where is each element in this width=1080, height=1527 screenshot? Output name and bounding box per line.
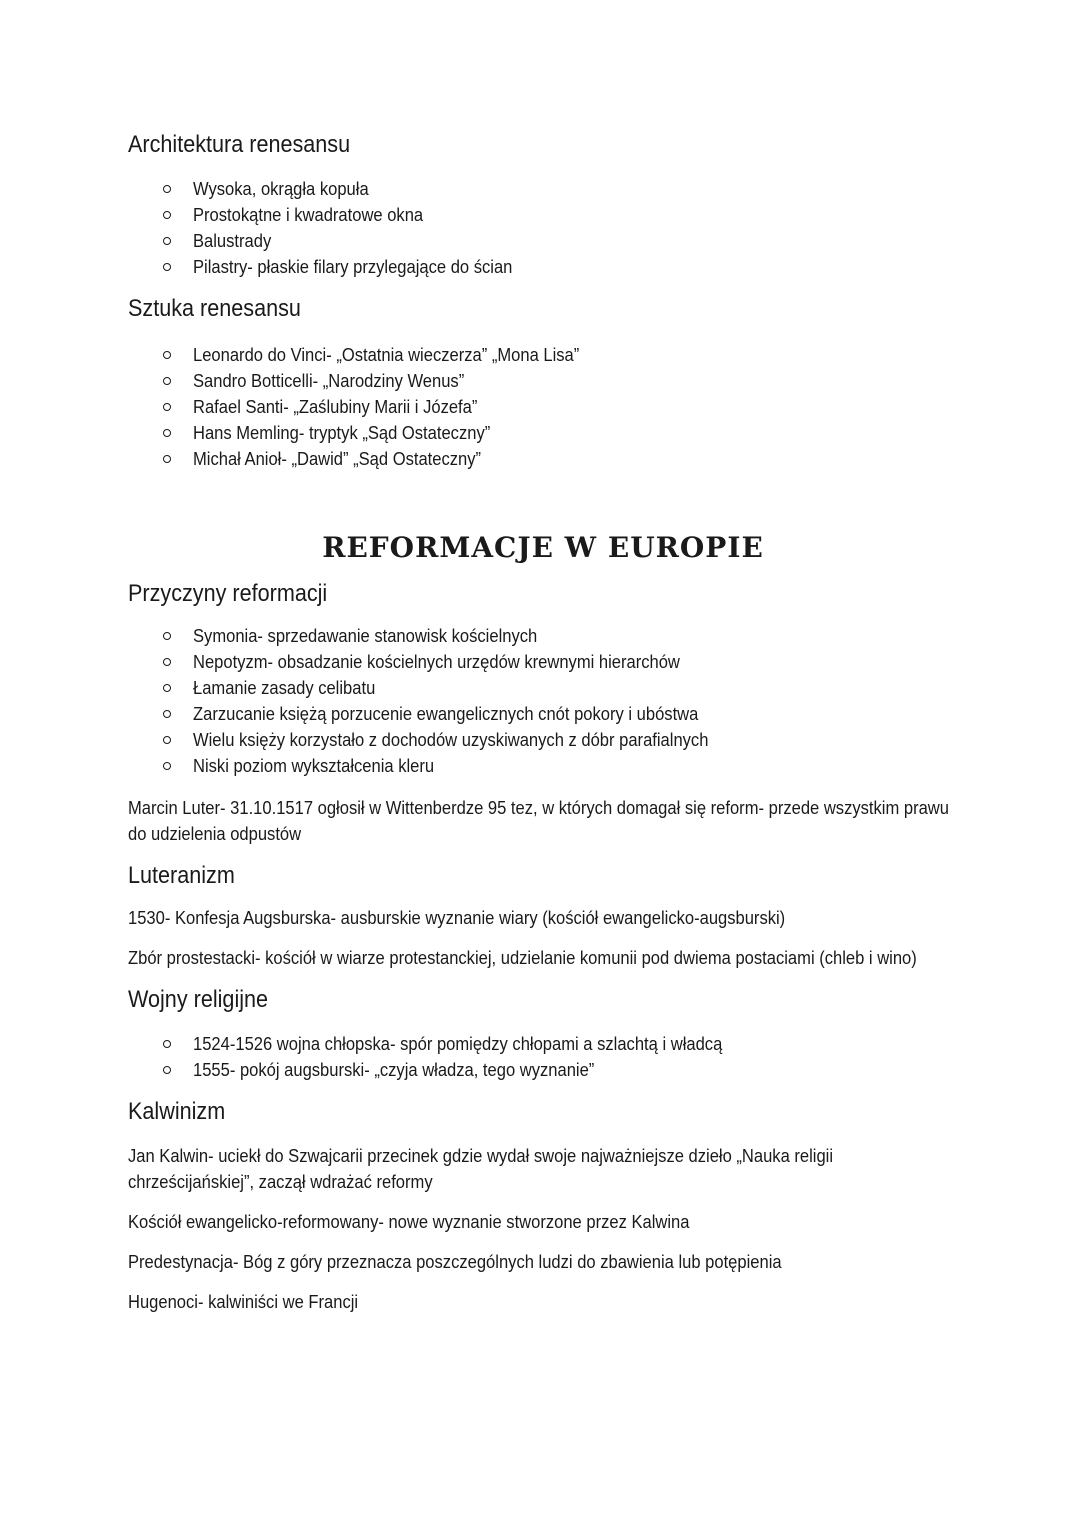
- list-item: Leonardo do Vinci- „Ostatnia wieczerza” „Mona Lisa”: [128, 342, 958, 368]
- hollow-bullet-icon: [163, 237, 171, 245]
- list-architektura: [128, 176, 958, 280]
- list-sztuka: [128, 342, 958, 472]
- list-item: Łamanie zasady celibatu: [128, 675, 958, 701]
- list-item: 1524-1526 wojna chłopska- spór pomiędzy chłopami a szlachtą i władcą: [128, 1031, 958, 1057]
- hollow-bullet-icon: [163, 1040, 171, 1048]
- hollow-bullet-icon: [163, 658, 171, 666]
- list-item: Balustrady: [128, 228, 958, 254]
- list-item: Wielu księży korzystało z dochodów uzyskiwanych z dóbr parafialnych: [128, 727, 958, 753]
- list-item: Zarzucanie księżą porzucenie ewangelicznych cnót pokory i ubóstwa: [128, 701, 958, 727]
- hollow-bullet-icon: [163, 351, 171, 359]
- page-title: REFORMACJE W EUROPIE: [322, 531, 764, 564]
- list-item: Hans Memling- tryptyk „Sąd Ostateczny”: [128, 420, 958, 446]
- list-item: Wysoka, okrągła kopuła: [128, 176, 958, 202]
- hollow-bullet-icon: [163, 377, 171, 385]
- paragraph-zbor: Zbór prostestacki- kościół w wiarze protestanckiej, udzielanie komunii pod dwiema postaciami (chleb i wino): [128, 948, 917, 968]
- paragraph-predestynacja: Predestynacja- Bóg z góry przeznacza poszczególnych ludzi do zbawienia lub potępienia: [128, 1252, 782, 1272]
- hollow-bullet-icon: [163, 710, 171, 718]
- list-item: Rafael Santi- „Zaślubiny Marii i Józefa”: [128, 394, 958, 420]
- heading-sztuka: Sztuka renesansu: [128, 295, 301, 322]
- list-item: Michał Anioł- „Dawid” „Sąd Ostateczny”: [128, 446, 958, 472]
- document-page: [128, 128, 958, 1315]
- list-item: Pilastry- płaskie filary przylegające do ścian: [128, 254, 958, 280]
- paragraph-luter: Marcin Luter- 31.10.1517 ogłosił w Wittenberdze 95 tez, w których domagał się reform- przede wszystkim prawu do udzielenia odpustów: [128, 798, 949, 844]
- list-item: 1555- pokój augsburski- „czyja władza, tego wyznanie”: [128, 1057, 958, 1083]
- hollow-bullet-icon: [163, 632, 171, 640]
- list-item: Prostokątne i kwadratowe okna: [128, 202, 958, 228]
- list-przyczyny: [128, 623, 958, 779]
- hollow-bullet-icon: [163, 1066, 171, 1074]
- hollow-bullet-icon: [163, 263, 171, 271]
- hollow-bullet-icon: [163, 762, 171, 770]
- heading-architektura: Architektura renesansu: [128, 131, 351, 158]
- paragraph-konfesja: 1530- Konfesja Augsburska- ausburskie wyznanie wiary (kościół ewangelicko-augsburski): [128, 908, 786, 928]
- hollow-bullet-icon: [163, 211, 171, 219]
- heading-wojny: Wojny religijne: [128, 986, 269, 1013]
- heading-luteranizm: Luteranizm: [128, 862, 235, 889]
- hollow-bullet-icon: [163, 403, 171, 411]
- hollow-bullet-icon: [163, 455, 171, 463]
- paragraph-hugenoci: Hugenoci- kalwiniści we Francji: [128, 1292, 359, 1312]
- list-item: Sandro Botticelli- „Narodziny Wenus”: [128, 368, 958, 394]
- list-item: Symonia- sprzedawanie stanowisk kościelnych: [128, 623, 958, 649]
- hollow-bullet-icon: [163, 684, 171, 692]
- hollow-bullet-icon: [163, 429, 171, 437]
- list-item: Nepotyzm- obsadzanie kościelnych urzędów krewnymi hierarchów: [128, 649, 958, 675]
- heading-przyczyny: Przyczyny reformacji: [128, 580, 328, 607]
- heading-kalwinizm: Kalwinizm: [128, 1098, 226, 1125]
- hollow-bullet-icon: [163, 736, 171, 744]
- hollow-bullet-icon: [163, 185, 171, 193]
- paragraph-kosciol: Kościół ewangelicko-reformowany- nowe wyznanie stworzone przez Kalwina: [128, 1212, 690, 1232]
- paragraph-kalwin: Jan Kalwin- uciekł do Szwajcarii przecinek gdzie wydał swoje najważniejsze dzieło „Nauka religii chrześcijańskiej”, zaczął wdrażać reformy: [128, 1146, 834, 1192]
- list-wojny: [128, 1031, 958, 1083]
- list-item: Niski poziom wykształcenia kleru: [128, 753, 958, 779]
